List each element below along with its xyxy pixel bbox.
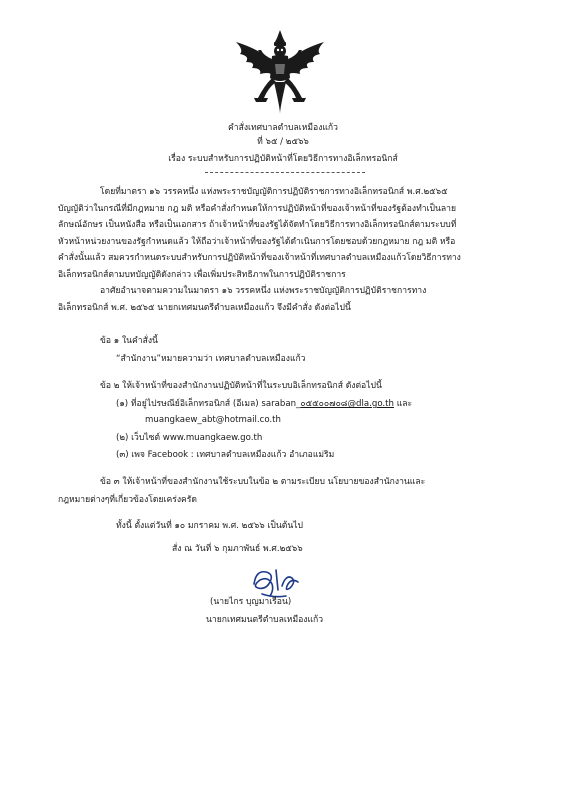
- saraban-email-link[interactable]: ๐๕๕๐๐๗๐๘@dla.go.th: [300, 399, 394, 409]
- preamble-line: ลักษณ์อักษร เป็นหนังสือ หรือเป็นเอกสาร ถ้าเจ้าหน้าที่ของรัฐได้จัดทำโดยวิธีการทางอิเล็กทรอนิกส์ตามระบบที่: [58, 220, 457, 230]
- authority-line: อาศัยอำนาจตามความในมาตรา ๑๖ วรรคหนึ่ง แห่งพระราชบัญญัติการปฏิบัติราชการทาง: [100, 286, 427, 296]
- effective-date: ทั้งนี้ ตั้งแต่วันที่ ๑๐ มกราคม พ.ศ. ๒๕๖๖ เป็นต้นไป: [116, 521, 303, 531]
- order-date: สั่ง ณ วันที่ ๖ กุมภาพันธ์ พ.ศ.๒๕๖๖: [172, 544, 303, 554]
- item-1-suffix: และ: [393, 399, 413, 409]
- clause-1-definition: “สำนักงาน”หมายความว่า เทศบาลตำบลเหมืองแก้ว: [116, 354, 306, 364]
- clause-1-heading: ข้อ ๑ ในคำสั่งนี้: [100, 336, 158, 346]
- signer-position: นายกเทศมนตรีตำบลเหมืองแก้ว: [206, 615, 324, 625]
- order-subject: เรื่อง ระบบสำหรับการปฏิบัติหน้าที่โดยวิธีการทางอิเล็กทรอนิกส์: [168, 154, 398, 164]
- clause-3-line-2: กฎหมายต่างๆที่เกี่ยวข้องโดยเคร่งครัด: [58, 495, 197, 505]
- preamble-line: อิเล็กทรอนิกส์ตามบทบัญญัติดังกล่าว เพื่อเพิ่มประสิทธิภาพในการปฏิบัติราชการ: [58, 269, 346, 280]
- clause-2-heading: ข้อ ๒ ให้เจ้าหน้าที่ของสำนักงานปฏิบัติหน้าที่ในระบบอิเล็กทรอนิกส์ ดังต่อไปนี้: [100, 381, 382, 391]
- clause-2-item-1: [116, 398, 412, 410]
- preamble-line: โดยที่มาตรา ๑๖ วรรคหนึ่ง แห่งพระราชบัญญัติการปฏิบัติราชการทางอิเล็กทรอนิกส์ พ.ศ.๒๕๖๕: [100, 187, 448, 197]
- preamble-line: หัวหน้าหน่วยงานของรัฐกำหนดแล้ว ให้ถือว่าเจ้าหน้าที่ของรัฐได้ดำเนินการโดยชอบด้วยกฎหมาย กฎ มติ หรือ: [58, 236, 456, 247]
- preamble-line: คำสั่งนั้นแล้ว สมควรกำหนดระบบสำหรับการปฏิบัติหน้าที่ของเจ้าหน้าที่เทศบาลตำบลเหมืองแก้วโดยวิธีการทาง: [58, 253, 461, 263]
- preamble-line: บัญญัติว่าในกรณีที่มีกฎหมาย กฎ มติ หรือคำสั่งกำหนดให้การปฏิบัติหน้าที่ของเจ้าหน้าที่ของรัฐต้องทำเป็นลาย: [58, 203, 456, 214]
- clause-2-item-2: (๒) เว็บไซต์ www.muangkaew.go.th: [116, 433, 263, 443]
- preamble-paragraph: [58, 184, 510, 316]
- clause-3-line-1: ข้อ ๓ ให้เจ้าหน้าที่ของสำนักงานใช้ระบบในข้อ ๒ ตามระเบียบ นโยบายของสำนักงานและ: [100, 477, 426, 487]
- order-title: คำสั่งเทศบาลตำบลเหมืองแก้ว: [228, 123, 338, 133]
- divider-line: [205, 172, 365, 173]
- signer-name: (นายไกร บุญมาเรือน): [210, 597, 292, 607]
- authority-line: อิเล็กทรอนิกส์ พ.ศ. ๒๕๖๕ นายกเทศมนตรีตำบลเหมืองแก้ว จึงมีคำสั่ง ดังต่อไปนี้: [58, 302, 351, 313]
- item-1-prefix: (๑) ที่อยู่ไปรษณีย์อิเล็กทรอนิกส์ (อีเมล) saraban_: [116, 399, 301, 409]
- clause-2-item-3: (๓) เพจ Facebook : เทศบาลตำบลเหมืองแก้ว อำเภอแม่ริม: [116, 450, 335, 460]
- hotmail-email-link[interactable]: muangkaew_abt@hotmail.co.th: [145, 415, 281, 425]
- order-number: ที่ ๖๕ / ๒๕๖๖: [257, 137, 309, 147]
- garuda-emblem: [228, 28, 332, 116]
